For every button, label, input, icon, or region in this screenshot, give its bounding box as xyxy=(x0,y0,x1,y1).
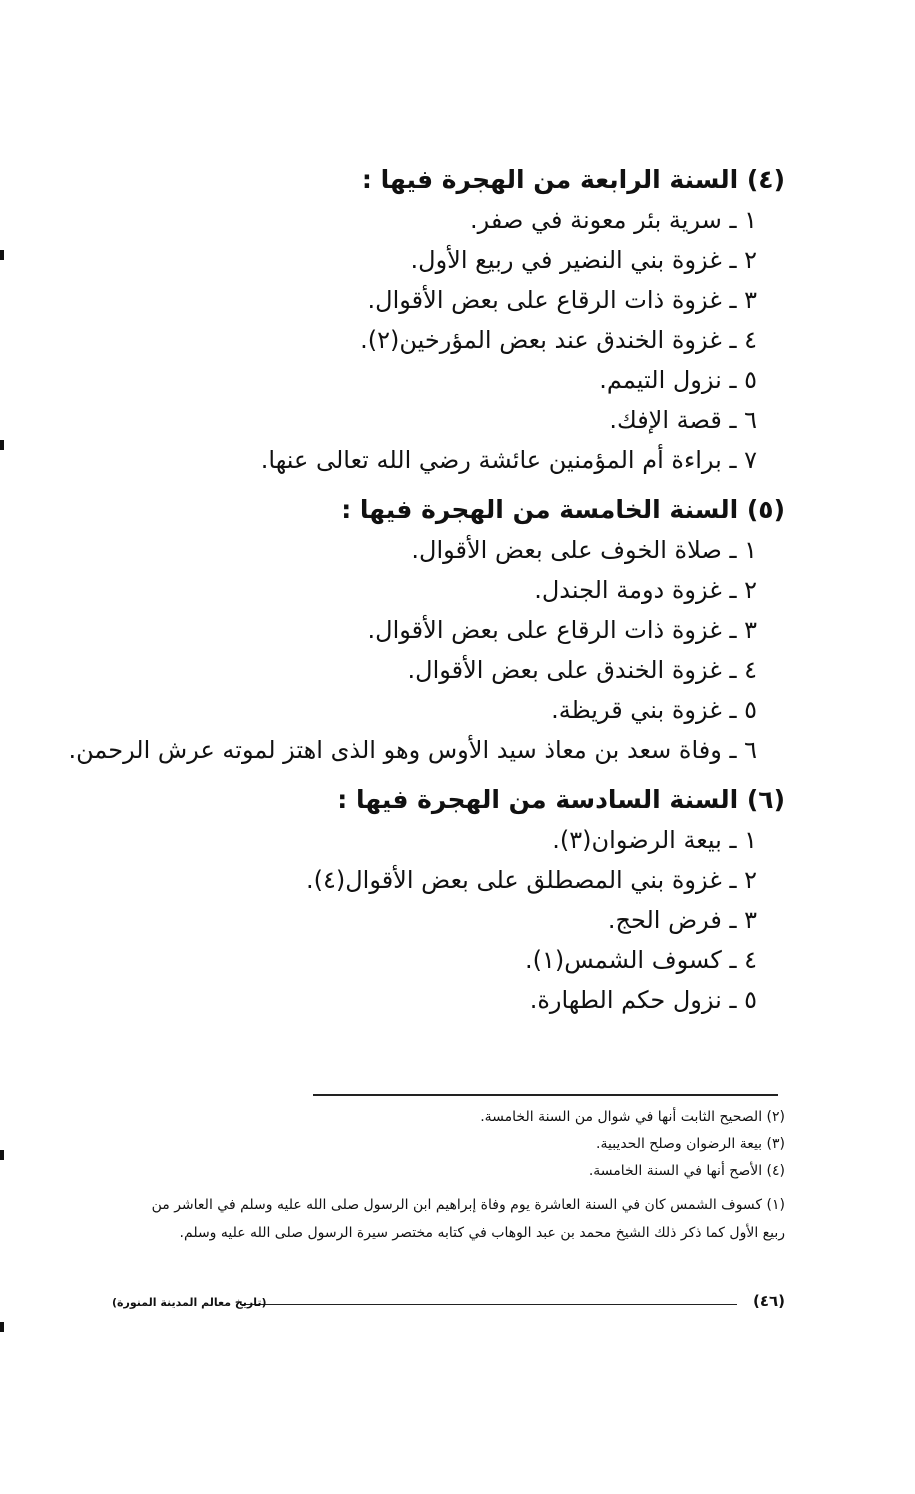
list-item: ٢ ـ غزوة دومة الجندل. xyxy=(534,576,757,604)
list-item: ٦ ـ قصة الإفك. xyxy=(609,406,757,434)
scan-mark xyxy=(0,1322,4,1332)
scan-mark xyxy=(0,1150,4,1160)
section-heading: (٥) السنة الخامسة من الهجرة فيها : xyxy=(341,495,785,524)
book-title: (تاريخ معالم المدينة المنورة) xyxy=(112,1296,267,1309)
list-item: ١ ـ بيعة الرضوان(٣). xyxy=(552,826,757,854)
list-item: ٥ ـ نزول حكم الطهارة. xyxy=(529,986,757,1014)
list-item: ٣ ـ فرض الحج. xyxy=(607,906,757,934)
page-footer xyxy=(112,1292,785,1316)
section-heading: (٦) السنة السادسة من الهجرة فيها : xyxy=(337,785,785,814)
footnote: (٤) الأصح أنها في السنة الخامسة. xyxy=(588,1163,785,1179)
list-item: ٤ ـ غزوة الخندق على بعض الأقوال. xyxy=(407,656,757,684)
section-year-6 xyxy=(95,780,785,1020)
footnotes xyxy=(125,1104,785,1247)
scan-mark xyxy=(0,440,4,450)
list-item: ٢ ـ غزوة بني المصطلق على بعض الأقوال(٤). xyxy=(305,866,757,894)
section-heading: (٤) السنة الرابعة من الهجرة فيها : xyxy=(361,165,785,194)
footnote: (١) كسوف الشمس كان في السنة العاشرة يوم وفاة إبراهيم ابن الرسول صلى الله عليه وسلم في العاشر من ربيع الأول كما ذكر ذلك الشيخ محمد بن عبد الوهاب في كتابه مختصر سيرة الرسول صلى الله عليه وسلم. xyxy=(151,1197,785,1241)
list-item: ٤ ـ كسوف الشمس(١). xyxy=(524,946,757,974)
list-item: ١ ـ صلاة الخوف على بعض الأقوال. xyxy=(411,536,757,564)
section-year-4 xyxy=(95,160,785,480)
footnote-divider xyxy=(313,1094,778,1096)
list-item: ٥ ـ نزول التيمم. xyxy=(599,366,757,394)
scan-mark xyxy=(0,250,4,260)
list-item: ٣ ـ غزوة ذات الرقاع على بعض الأقوال. xyxy=(367,286,757,314)
list-item: ٤ ـ غزوة الخندق عند بعض المؤرخين(٢). xyxy=(360,326,757,354)
page-number: (٤٦) xyxy=(752,1292,785,1310)
list-item: ٢ ـ غزوة بني النضير في ربيع الأول. xyxy=(410,246,757,274)
list-item: ٣ ـ غزوة ذات الرقاع على بعض الأقوال. xyxy=(367,616,757,644)
list-item: ١ ـ سرية بئر معونة في صفر. xyxy=(469,206,757,234)
list-item: ٥ ـ غزوة بني قريظة. xyxy=(551,696,757,724)
list-item: ٦ ـ وفاة سعد بن معاذ سيد الأوس وهو الذى اهتز لموته عرش الرحمن. xyxy=(68,736,757,764)
footer-rule xyxy=(240,1304,737,1305)
footnote: (٢) الصحيح الثابت أنها في شوال من السنة الخامسة. xyxy=(480,1109,785,1125)
list-item: ٧ ـ براءة أم المؤمنين عائشة رضي الله تعالى عنها. xyxy=(260,446,757,474)
section-year-5 xyxy=(68,490,785,770)
footnote: (٣) بيعة الرضوان وصلح الحديبية. xyxy=(596,1136,785,1152)
